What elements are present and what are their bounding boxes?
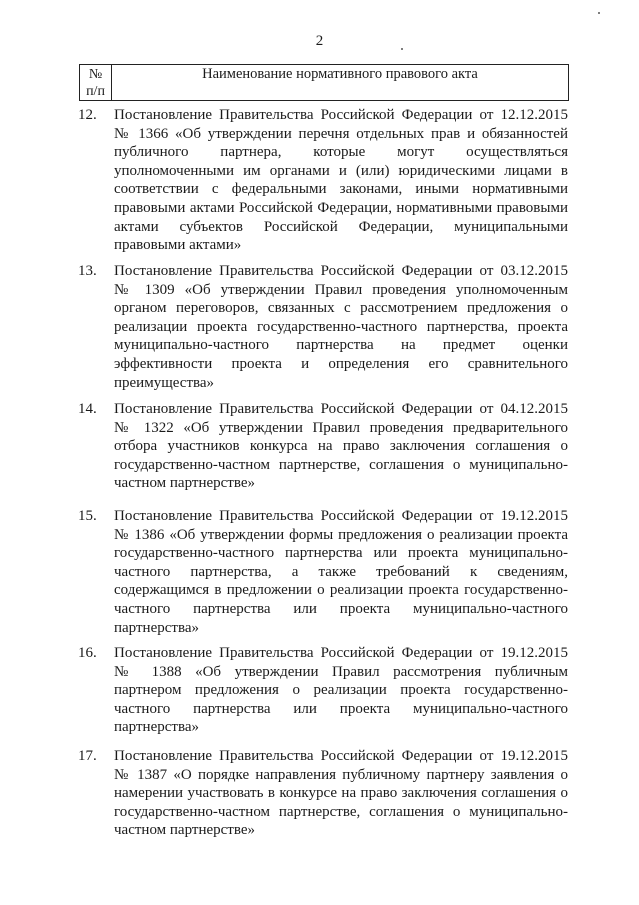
item-number: 17. bbox=[78, 748, 97, 764]
number-column-header bbox=[80, 65, 112, 100]
number-header-line2: п/п bbox=[86, 84, 105, 99]
title-column-header: Наименование нормативного правового акта bbox=[202, 66, 478, 82]
item-number: 13. bbox=[78, 263, 97, 279]
item-text: Постановление Правительства Российской Федерации от 12.12.2015 № 1366 «Об утверждении перечня отдельных прав и обязанностей публичного партнера, которые могут осуществляться уполномоченными им органами и (или) юридическими лицами в соответствии с федеральными законами, иными нормативными правовыми актами Российской Федерации, нормативными правовыми актами субъектов Российской Федерации, муниципальными правовыми актами» bbox=[114, 107, 568, 254]
item-number: 16. bbox=[78, 645, 97, 661]
item-number: 14. bbox=[78, 401, 97, 417]
item-text: Постановление Правительства Российской Федерации от 19.12.2015 № 1386 «Об утверждении формы предложения о реализации проекта государственно-частного партнерства или проекта муниципально-частного партнерства, а также требований к сведениям, содержащимся в предложении о реализации проекта государственно-частного партнерства или проекта муниципально-частного партнерства» bbox=[114, 508, 568, 636]
item-text: Постановление Правительства Российской Федерации от 19.12.2015 № 1387 «О порядке направления публичному партнеру заявления о намерении участвовать в конкурсе на право заключения соглашения о государственно-частном партнерстве, соглашения о муниципально-частном партнерстве» bbox=[114, 748, 568, 839]
item-text: Постановление Правительства Российской Федерации от 04.12.2015 № 1322 «Об утверждении Правил проведения предварительного отбора участников конкурса на право заключения соглашения о государственно-частном партнерстве, соглашения о муниципально-частном партнерстве» bbox=[114, 401, 568, 492]
item-number: 12. bbox=[78, 107, 97, 123]
page-number: 2 bbox=[315, 33, 324, 49]
scan-speck bbox=[598, 12, 600, 14]
item-number: 15. bbox=[78, 508, 97, 524]
scan-speck bbox=[401, 48, 403, 50]
table-header bbox=[79, 64, 569, 101]
item-text: Постановление Правительства Российской Федерации от 19.12.2015 № 1388 «Об утверждении Правил рассмотрения публичным партнером предложения о реализации проекта государственно-частного партнерства или проекта муниципально-частного партнерства» bbox=[114, 645, 568, 736]
number-header-line1: № bbox=[88, 67, 103, 82]
item-text: Постановление Правительства Российской Федерации от 03.12.2015 № 1309 «Об утверждении Правил проведения уполномоченным органом переговоров, связанных с рассмотрением предложения о реализации проекта государственно-частного партнерства, проекта муниципально-частного партнерства на предмет оценки эффективности проекта и определения его сравнительного преимущества» bbox=[114, 263, 568, 391]
